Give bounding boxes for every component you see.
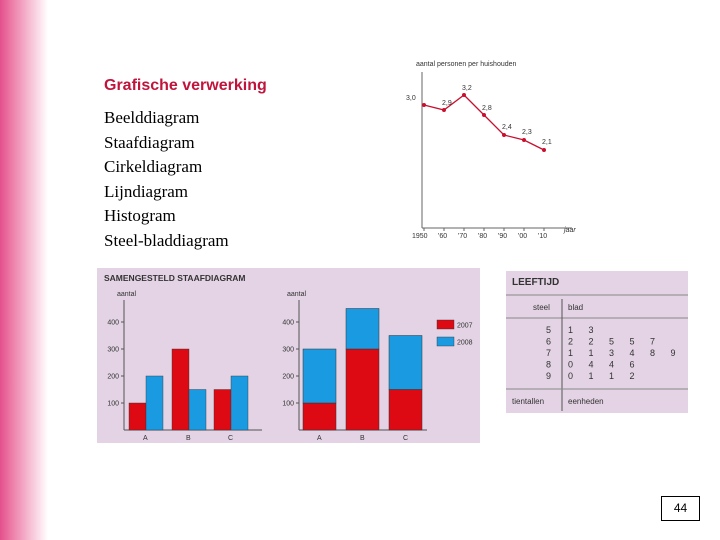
leaf-value: 1 bbox=[588, 371, 594, 381]
point-label: 3,2 bbox=[462, 85, 472, 92]
stacked-bar-segment bbox=[389, 336, 422, 390]
bar-panel-title: SAMENGESTELD STAAFDIAGRAM bbox=[104, 273, 246, 283]
line-point bbox=[482, 113, 486, 117]
list-item: Beelddiagram bbox=[104, 108, 200, 127]
leaf-value: 2 bbox=[629, 371, 635, 381]
stem-value: 5 bbox=[545, 325, 551, 335]
stacked-bar-segment bbox=[303, 349, 336, 403]
bar bbox=[146, 376, 163, 430]
legend-swatch bbox=[437, 320, 454, 329]
bar bbox=[189, 390, 206, 431]
x-tick-label: A bbox=[143, 435, 148, 442]
x-tick-label: C bbox=[403, 435, 409, 442]
bar bbox=[129, 403, 146, 430]
leaf-value: 1 bbox=[568, 348, 574, 358]
line-point bbox=[502, 133, 506, 137]
stacked-bar-segment bbox=[303, 403, 336, 430]
point-label: 2,3 bbox=[522, 129, 532, 136]
line-point bbox=[542, 148, 546, 152]
left-accent-stripe bbox=[0, 0, 48, 540]
line-point bbox=[442, 108, 446, 112]
stacked-bar-segment bbox=[389, 390, 422, 431]
x-axis-label: jaar bbox=[564, 227, 576, 234]
stem-value: 8 bbox=[545, 359, 551, 370]
leaf-value: 0 bbox=[568, 359, 574, 370]
point-label: 2,8 bbox=[482, 105, 492, 112]
legend-label: 2007 bbox=[457, 322, 473, 330]
x-tick-label: C bbox=[228, 435, 234, 442]
leaf-value: 0 bbox=[568, 371, 574, 381]
legend-swatch bbox=[437, 337, 454, 346]
y-tick-label: 400 bbox=[107, 319, 119, 327]
leaf-value: 5 bbox=[629, 336, 635, 347]
leaf-footer: eenheden bbox=[568, 397, 604, 406]
stacked-bar-segment bbox=[346, 349, 379, 430]
leaf-value: 8 bbox=[650, 348, 656, 358]
y-tick-label: 300 bbox=[282, 346, 294, 354]
list-item: Lijndiagram bbox=[104, 181, 189, 201]
bar bbox=[214, 390, 231, 431]
line-point bbox=[422, 103, 426, 107]
page-number: 44 bbox=[661, 496, 700, 521]
point-label: 2,9 bbox=[442, 100, 452, 107]
stem-value: 9 bbox=[545, 371, 551, 381]
x-tick-label: A bbox=[317, 435, 322, 442]
stem-leaf-background bbox=[506, 271, 688, 413]
stem-value: 6 bbox=[545, 336, 551, 347]
slide-title: Grafische verwerking bbox=[104, 77, 267, 94]
y-tick-label: 100 bbox=[107, 400, 119, 408]
point-label: 2,4 bbox=[502, 124, 512, 131]
y-tick-label: 400 bbox=[282, 319, 294, 327]
leaf-column-header: blad bbox=[568, 303, 584, 312]
leaf-value: 1 bbox=[588, 348, 594, 358]
stem-footer: tientallen bbox=[512, 397, 545, 406]
leaf-value: 6 bbox=[629, 359, 635, 370]
x-tick-label: 1950 bbox=[412, 233, 428, 240]
leaf-value: 5 bbox=[609, 336, 615, 347]
leaf-value: 7 bbox=[650, 336, 656, 347]
point-label: 2,1 bbox=[542, 139, 552, 146]
list-item: Staafdiagram bbox=[104, 132, 195, 152]
stem-column-header: steel bbox=[533, 303, 550, 312]
leaf-value: 4 bbox=[629, 348, 635, 358]
leaf-value: 1 bbox=[609, 371, 615, 381]
stacked-bar-segment bbox=[346, 309, 379, 350]
x-tick-label: B bbox=[186, 435, 191, 442]
legend-label: 2008 bbox=[457, 339, 473, 347]
x-tick-label: '60 bbox=[438, 233, 448, 240]
line-chart-title: aantal personen per huishouden bbox=[416, 61, 517, 68]
y-tick-label: 200 bbox=[282, 373, 294, 381]
list-item: Steel-bladdiagram bbox=[104, 230, 229, 250]
x-tick-label: '90 bbox=[498, 233, 508, 240]
leaf-value: 3 bbox=[588, 325, 594, 335]
leaf-value: 9 bbox=[670, 348, 676, 358]
bar bbox=[231, 376, 248, 430]
stem-value: 7 bbox=[545, 348, 551, 358]
y-axis-label: aantal bbox=[117, 291, 137, 298]
leaf-value: 4 bbox=[588, 359, 594, 370]
list-item: Histogram bbox=[104, 206, 176, 225]
list-item: Cirkeldiagram bbox=[104, 157, 203, 176]
line-chart bbox=[400, 52, 590, 244]
point-label: 3,0 bbox=[406, 95, 416, 102]
leaf-value: 2 bbox=[588, 336, 594, 347]
bar bbox=[172, 349, 189, 430]
leaf-value: 1 bbox=[568, 325, 574, 335]
x-tick-label: '80 bbox=[478, 233, 488, 240]
leaf-value: 4 bbox=[609, 359, 615, 370]
stem-leaf-diagram bbox=[506, 271, 688, 413]
y-tick-label: 300 bbox=[107, 346, 119, 354]
x-tick-label: '00 bbox=[518, 233, 528, 240]
line-point bbox=[462, 93, 466, 97]
y-tick-label: 100 bbox=[282, 400, 294, 408]
x-tick-label: '10 bbox=[538, 233, 548, 240]
line-point bbox=[522, 138, 526, 142]
bar-charts-panel bbox=[97, 268, 480, 443]
x-tick-label: '70 bbox=[458, 233, 468, 240]
x-tick-label: B bbox=[360, 435, 365, 442]
diagram-type-list bbox=[104, 106, 229, 253]
stem-leaf-title: LEEFTIJD bbox=[512, 277, 560, 288]
leaf-value: 2 bbox=[568, 336, 574, 347]
y-axis-label: aantal bbox=[287, 291, 307, 298]
leaf-value: 3 bbox=[609, 348, 615, 358]
y-tick-label: 200 bbox=[107, 373, 119, 381]
